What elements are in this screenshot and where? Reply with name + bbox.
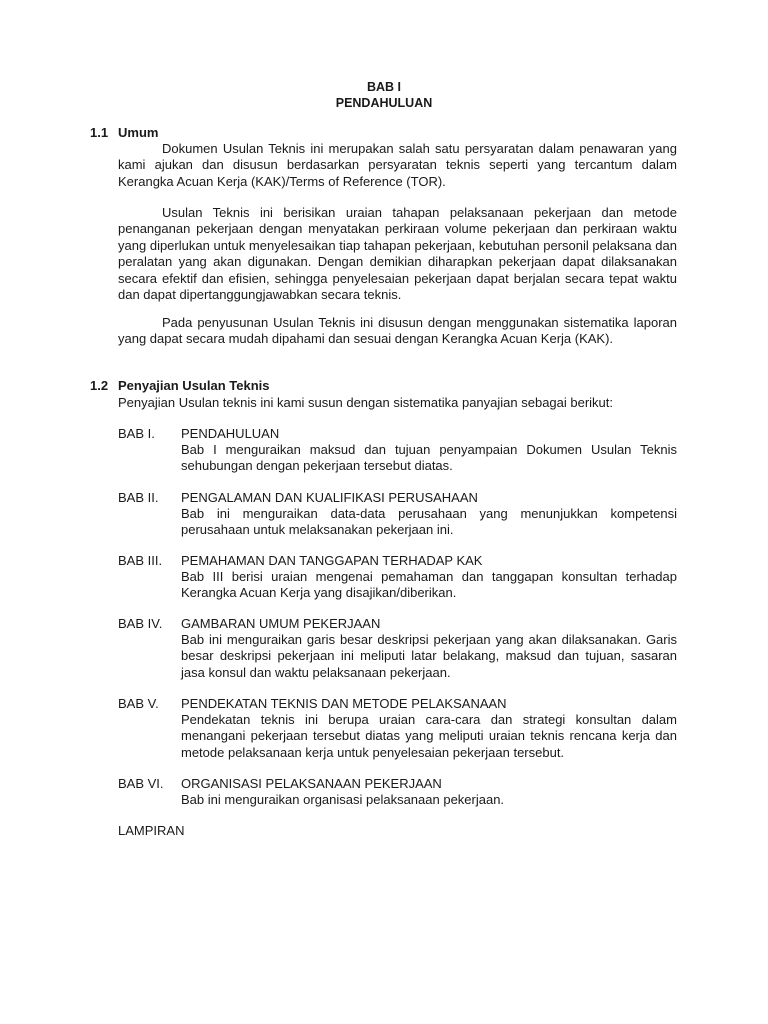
- chapter-entry-description: Pendekatan teknis ini berupa uraian cara-cara dan strategi konsultan dalam menangani pekerjaan tersebut diatas yang meliputi uraian teknis rencana kerja dan metode pelaksanaan kerja untuk penyelesaian pekerjaan tersebut.: [181, 712, 677, 760]
- chapter-entry-bab-6: [118, 776, 677, 808]
- paragraph-text: Dokumen Usulan Teknis ini merupakan salah satu persyaratan dalam penawaran yang kami ajukan dan disusun berdasarkan persyaratan teknis seperti yang tercantum dalam Kerangka Acuan Kerja (KAK)/Terms of Reference (TOR).: [118, 141, 677, 189]
- chapter-entry-label: BAB I.: [118, 426, 155, 441]
- section-intro: [118, 395, 677, 411]
- chapter-entry-title: PENDAHULUAN: [181, 426, 280, 441]
- chapter-entry-bab-1: [118, 426, 677, 475]
- chapter-entry-title: GAMBARAN UMUM PEKERJAAN: [181, 616, 381, 631]
- chapter-entry-description: Bab III berisi uraian mengenai pemahaman dan tanggapan konsultan terhadap Kerangka Acuan Kerja yang disajikan/diberikan.: [181, 569, 677, 601]
- section-heading-penyajian: [90, 378, 269, 394]
- chapter-entry-bab-4: [118, 616, 677, 681]
- section-title: Umum: [118, 125, 159, 140]
- chapter-entry-label: BAB II.: [118, 490, 159, 505]
- chapter-title: PENDAHULUAN: [335, 96, 433, 110]
- intro-text: Penyajian Usulan teknis ini kami susun dengan sistematika panyajian sebagai berikut:: [118, 395, 614, 410]
- section-number: 1.2: [90, 378, 109, 393]
- chapter-entry-title: PEMAHAMAN DAN TANGGAPAN TERHADAP KAK: [181, 553, 483, 568]
- paragraph-umum-1: [118, 141, 677, 190]
- chapter-entry-bab-5: [118, 696, 677, 761]
- chapter-heading: [0, 79, 768, 111]
- section-title: Penyajian Usulan Teknis: [118, 378, 270, 393]
- section-number: 1.1: [90, 125, 109, 140]
- chapter-entry-description: Bab ini menguraikan garis besar deskripsi pekerjaan yang akan dilaksanakan. Garis besar deskripsi pekerjaan ini meliputi latar belakang, maksud dan tujuan, sasaran jasa konsul dan waktu pelaksanaan pekerjaan.: [181, 632, 677, 680]
- paragraph-text: Usulan Teknis ini berisikan uraian tahapan pelaksanaan pekerjaan dan metode penanganan pekerjaan dengan menyatakan perkiraan volume pekerjaan dan perkiraan waktu yang diperlukan untuk menyelesaikan tiap tahapan pekerjaan, kebutuhan personil pelaksana dan peralatan yang akan digunakan. Dengan demikian diharapkan pekerjaan dapat dilaksanakan secara efektif dan efisien, sehingga penyelesaian pekerjaan dapat berjalan secara tepat waktu dan dapat dipertanggungjawabkan secara teknis.: [118, 205, 677, 303]
- chapter-entry-label: BAB VI.: [118, 776, 164, 791]
- chapter-entry-bab-2: [118, 490, 677, 539]
- chapter-entry-bab-3: [118, 553, 677, 602]
- chapter-entry-title: PENDEKATAN TEKNIS DAN METODE PELAKSANAAN: [181, 696, 507, 711]
- chapter-entry-label: BAB III.: [118, 553, 163, 568]
- chapter-entry-title: ORGANISASI PELAKSANAAN PEKERJAAN: [181, 776, 442, 791]
- chapter-entry-description: Bab ini menguraikan data-data perusahaan yang menunjukkan kompetensi perusahaan untuk melaksanakan pekerjaan ini.: [181, 506, 677, 538]
- chapter-entry-description: Bab I menguraikan maksud dan tujuan penyampaian Dokumen Usulan Teknis sehubungan dengan pekerjaan tersebut diatas.: [181, 442, 677, 474]
- chapter-entry-description: Bab ini menguraikan organisasi pelaksanaan pekerjaan.: [181, 792, 505, 808]
- chapter-entry-label: BAB IV.: [118, 616, 163, 631]
- chapter-entry-label: BAB V.: [118, 696, 159, 711]
- section-heading-umum: [90, 125, 158, 141]
- chapter-number: BAB I: [366, 80, 402, 94]
- appendix-label: LAMPIRAN: [118, 823, 185, 838]
- paragraph-text: Pada penyusunan Usulan Teknis ini disusun dengan menggunakan sistematika laporan yang dapat secara mudah dipahami dan sesuai dengan Kerangka Acuan Kerja (KAK).: [118, 315, 677, 347]
- chapter-entry-title: PENGALAMAN DAN KUALIFIKASI PERUSAHAAN: [181, 490, 478, 505]
- paragraph-umum-2: [118, 205, 677, 303]
- paragraph-umum-3: [118, 315, 677, 348]
